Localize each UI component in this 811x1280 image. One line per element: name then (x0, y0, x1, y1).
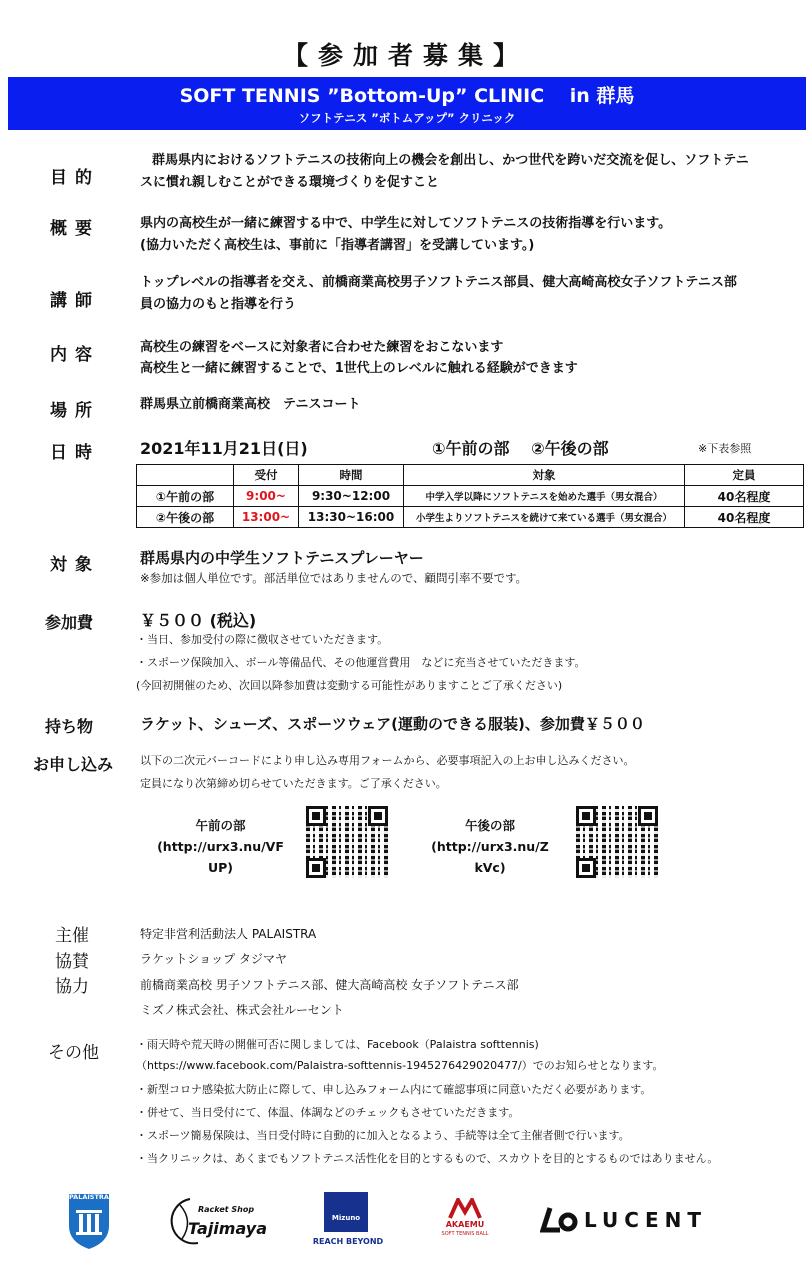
datetime-date: 2021年11月21日(日) (140, 439, 308, 458)
content-label: 内容 (50, 345, 100, 365)
venue-label: 場所 (50, 401, 100, 421)
tajimaya-logo (168, 1195, 280, 1247)
table-cell: 40名程度 (685, 486, 804, 507)
pm-apply-url[interactable]: (http://urx3.nu/Z (431, 839, 549, 854)
mizuno-logo-mark (324, 1192, 368, 1232)
overview-text-2: (協力いただく高校生は、事前に「指導者講習」を受講しています。) (140, 238, 535, 253)
banner-english-title: SOFT TENNIS ”Bottom-Up” CLINIC in 群馬 (179, 85, 635, 107)
purpose-text-1: 群馬県内におけるソフトテニスの技術向上の機会を創出し、かつ世代を跨いだ交流を促し、ソフトテニ (152, 153, 749, 168)
qr-finder (638, 806, 658, 826)
mizuno-logo (310, 1192, 386, 1250)
content-text-1: 高校生の練習をベースに対象者に合わせた練習をおこないます (140, 340, 504, 355)
palaistra-logo-text: PALAISTRA (69, 1193, 109, 1201)
clinic-banner (8, 77, 806, 130)
table-header-row (137, 465, 804, 486)
lucent-logo (540, 1204, 740, 1236)
bring-label: 持ち物 (45, 717, 94, 736)
support-label: 協賛 (55, 952, 89, 972)
table-cell: 9:30~12:00 (299, 486, 404, 507)
am-qr-code[interactable] (306, 806, 388, 878)
pm-apply-block (420, 815, 560, 878)
datetime-note: ※下表参照 (698, 442, 752, 455)
coop-name-2: ミズノ株式会社、株式会社ルーセント (140, 1003, 344, 1017)
bring-text: ラケット、シューズ、スポーツウェア(運動のできる服装)、参加費￥５００ (140, 715, 645, 733)
coop-name-1: 前橋商業高校 男子ソフトテニス部、健大高崎高校 女子ソフトテニス部 (140, 978, 519, 992)
instructor-text-2: 員の協力のもと指導を行う (140, 297, 297, 312)
other-line-4: ・併せて、当日受付にて、体温、体調などのチェックもさせていただきます。 (136, 1106, 520, 1119)
table-cell: ①午前の部 (137, 486, 234, 507)
instructor-text-1: トップレベルの指導者を交え、前橋商業高校男子ソフトテニス部員、健大高崎高校女子ソフトテニス部 (140, 275, 737, 290)
lucent-logo-name: LUCENT (584, 1208, 707, 1232)
fee-amount: ￥５００ (税込) (140, 611, 257, 630)
page-title: 【参加者募集】 (282, 41, 528, 70)
table-row (137, 507, 804, 528)
target-label: 対象 (50, 555, 100, 575)
am-apply-block (148, 815, 293, 878)
table-cell: ②午後の部 (137, 507, 234, 528)
qr-finder (306, 858, 326, 878)
datetime-parts: ①午前の部 ②午後の部 (432, 439, 609, 458)
akaemu-logo-tagline: SOFT TENNIS BALL (441, 1231, 489, 1237)
banner-japanese-title: ソフトテニス ”ボトムアップ” クリニック (298, 111, 516, 125)
am-apply-url[interactable]: (http://urx3.nu/VF (157, 839, 284, 854)
mizuno-logo-tagline: REACH BEYOND (312, 1237, 384, 1246)
other-line-5: ・スポーツ簡易保険は、当日受付時に自動的に加入となるよう、手続等は全て主催者側で行います。 (136, 1129, 630, 1142)
overview-label: 概要 (50, 219, 100, 239)
am-apply-label: 午前の部 (195, 818, 246, 833)
apply-note-1: 以下の二次元バーコードにより申し込み専用フォームから、必要事項記入の上お申し込みください。 (140, 754, 635, 767)
akaemu-mark-icon (448, 1198, 482, 1220)
table-cell: 小学生よりソフトテニスを続けて来ている選手（男女混合） (404, 507, 685, 528)
table-cell: 13:30~16:00 (299, 507, 404, 528)
fee-label: 参加費 (45, 613, 94, 632)
akaemu-logo-name: AKAEMU (445, 1220, 485, 1229)
qr-finder (576, 806, 596, 826)
qr-finder (306, 806, 326, 826)
qr-finder (576, 858, 596, 878)
other-label: その他 (48, 1043, 99, 1063)
table-header-cell: 時間 (299, 465, 404, 486)
table-header-cell: 受付 (234, 465, 299, 486)
table-header-cell: 対象 (404, 465, 685, 486)
purpose-label: 目的 (50, 168, 100, 188)
fee-note-2: ・スポーツ保険加入、ボール等備品代、その他運営費用 などに充当させていただきます。 (136, 656, 586, 669)
table-header-cell: 定員 (685, 465, 804, 486)
fee-note-1: ・当日、参加受付の際に徴収させていただきます。 (136, 633, 389, 646)
am-apply-url-cont[interactable]: UP) (207, 860, 234, 875)
tajimaya-logo-top: Racket Shop (198, 1205, 255, 1214)
other-line-3: ・新型コロナ感染拡大防止に際して、申し込みフォーム内にて確認事項に同意いただく必要があります。 (136, 1083, 652, 1096)
apply-label: お申し込み (33, 755, 114, 774)
table-header-cell (137, 465, 234, 486)
other-line-2: （https://www.facebook.com/Palaistra-softtennis-1945276429020477/）でのお知らせとなります。 (136, 1059, 664, 1072)
apply-note-2: 定員になり次第締め切らせていただきます。ご了承ください。 (140, 777, 447, 790)
venue-text: 群馬県立前橋商業高校 テニスコート (140, 397, 361, 412)
akaemu-logo (434, 1198, 496, 1242)
purpose-text-2: スに慣れ親しむことができる環境づくりを促すこと (140, 175, 440, 190)
qr-finder (368, 806, 388, 826)
tajimaya-logo-name: Tajimaya (188, 1219, 267, 1238)
pm-apply-url-cont[interactable]: kVc) (474, 860, 506, 875)
pm-apply-label: 午後の部 (464, 818, 515, 833)
mizuno-logo-name: Mizuno (331, 1214, 361, 1222)
table-cell: 9:00~ (234, 486, 299, 507)
other-line-1: ・雨天時や荒天時の開催可否に関しましては、Facebook（Palaistra softtennis) (136, 1038, 539, 1051)
coop-label: 協力 (55, 977, 89, 997)
support-name: ラケットショップ タジマヤ (140, 952, 287, 966)
overview-text-1: 県内の高校生が一緒に練習する中で、中学生に対してソフトテニスの技術指導を行います。 (140, 216, 672, 231)
host-label: 主催 (55, 926, 89, 946)
other-line-6: ・当クリニックは、あくまでもソフトテニス活性化を目的とするもので、スカウトを目的とするものではありません。 (136, 1152, 719, 1165)
table-cell: 40名程度 (685, 507, 804, 528)
instructor-label: 講師 (50, 291, 100, 311)
datetime-label: 日時 (50, 443, 100, 463)
schedule-table (136, 464, 804, 528)
host-name: 特定非営利活動法人 PALAISTRA (140, 927, 317, 941)
target-text: 群馬県内の中学生ソフトテニスプレーヤー (140, 549, 424, 567)
table-cell: 中学入学以降にソフトテニスを始めた選手（男女混合） (404, 486, 685, 507)
lucent-mark-icon (540, 1206, 578, 1234)
fee-note-3: (今回初開催のため、次回以降参加費は変動する可能性がありますことご了承ください) (136, 679, 563, 692)
content-text-2: 高校生と一緒に練習することで、1世代上のレベルに触れる経験ができます (140, 361, 578, 376)
pm-qr-code[interactable] (576, 806, 658, 878)
palaistra-logo (66, 1192, 112, 1250)
table-row (137, 486, 804, 507)
table-cell: 13:00~ (234, 507, 299, 528)
target-note: ※参加は個人単位です。部活単位ではありませんので、顧問引率不要です。 (140, 571, 528, 585)
